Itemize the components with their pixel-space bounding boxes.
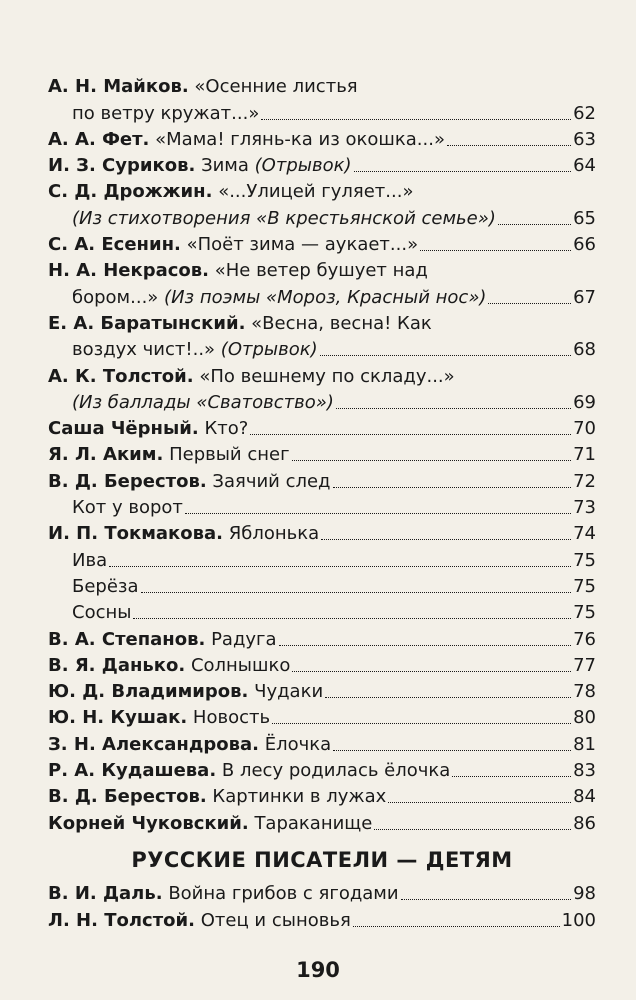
dot-leader	[250, 434, 571, 435]
toc-page-number: 100	[561, 909, 596, 931]
toc-line	[48, 879, 596, 905]
toc-title: Берёза	[72, 575, 139, 597]
toc-page-number: 67	[573, 286, 596, 308]
toc-line	[48, 98, 596, 124]
toc-author: И. П. Токмакова.	[48, 523, 224, 545]
dot-leader	[272, 723, 571, 724]
toc-line	[48, 677, 596, 703]
dot-leader	[333, 750, 571, 751]
dot-leader	[185, 513, 571, 514]
dot-leader	[261, 119, 571, 120]
toc-line	[48, 256, 596, 282]
dot-leader	[447, 145, 571, 146]
toc-author: Ю. Н. Кушак.	[48, 707, 188, 729]
toc-title: бором...»	[72, 286, 159, 308]
dot-leader	[374, 829, 571, 830]
toc-author: Корней Чуковский.	[48, 812, 249, 834]
dot-leader	[133, 618, 571, 619]
toc-page-number: 98	[573, 883, 596, 905]
dot-leader	[333, 487, 572, 488]
toc-author: А. А. Фет.	[48, 128, 150, 150]
toc-page-number: 71	[573, 444, 596, 466]
toc-note: (Из баллады «Сватовство»)	[72, 391, 334, 413]
toc-title: «Весна, весна! Как	[251, 312, 432, 334]
toc-page-number: 84	[573, 786, 596, 808]
dot-leader	[325, 697, 571, 698]
dot-leader	[141, 592, 572, 593]
toc-page-number: 68	[573, 339, 596, 361]
toc-page-number: 78	[573, 681, 596, 703]
dot-leader	[321, 539, 571, 540]
toc-page-number: 63	[573, 128, 596, 150]
toc-page-number: 75	[573, 549, 596, 571]
dot-leader	[292, 671, 571, 672]
toc-author: Л. Н. Толстой.	[48, 909, 195, 931]
toc-line	[48, 703, 596, 729]
toc-author: В. Д. Берестов.	[48, 470, 207, 492]
toc-line	[48, 466, 596, 492]
toc-title: «Не ветер бушует над	[214, 260, 428, 282]
toc-author: Е. А. Баратынский.	[48, 312, 246, 334]
toc-line	[48, 414, 596, 440]
toc-line	[48, 782, 596, 808]
dot-leader	[320, 355, 571, 356]
dot-leader	[401, 899, 572, 900]
toc-line	[48, 230, 596, 256]
toc-author: З. Н. Александрова.	[48, 733, 260, 755]
toc-line	[48, 72, 596, 98]
toc-line	[48, 651, 596, 677]
toc-page-number: 70	[573, 418, 596, 440]
toc-page-number: 81	[573, 733, 596, 755]
toc-line	[48, 572, 596, 598]
dot-leader	[279, 645, 572, 646]
toc-title: Зима	[201, 155, 249, 177]
toc-title: Солнышко	[190, 654, 291, 676]
toc-author: В. А. Степанов.	[48, 628, 206, 650]
dot-leader	[452, 776, 571, 777]
toc-title: В лесу родилась ёлочка	[221, 760, 451, 782]
toc-title: Ёлочка	[264, 733, 332, 755]
toc-title: «Поёт зима — аукает...»	[186, 234, 419, 256]
toc-line	[48, 624, 596, 650]
toc-author: И. З. Суриков.	[48, 155, 196, 177]
toc-title: Тараканище	[254, 812, 373, 834]
toc-title: Чудаки	[254, 681, 324, 703]
toc-author: А. Н. Майков.	[48, 76, 189, 98]
toc-title: Война грибов с ягодами	[168, 883, 399, 905]
toc-line	[48, 388, 596, 414]
toc-note: (Из поэмы «Мороз, Красный нос»)	[164, 286, 487, 308]
toc-author: Я. Л. Аким.	[48, 444, 164, 466]
toc-title: «По вешнему по складу...»	[199, 365, 455, 387]
toc-page-number: 83	[573, 760, 596, 782]
toc-title: «Осенние листья	[194, 76, 358, 98]
toc-author: С. Д. Дрожжин.	[48, 181, 213, 203]
toc-title: Радуга	[211, 628, 277, 650]
toc-title: по ветру кружат...»	[72, 102, 260, 124]
toc-line	[48, 203, 596, 229]
toc-title: Новость	[192, 707, 271, 729]
toc-page-number: 80	[573, 707, 596, 729]
toc-author: А. К. Толстой.	[48, 365, 194, 387]
toc-line	[48, 177, 596, 203]
toc-title: Отец и сыновья	[200, 909, 351, 931]
dot-leader	[109, 566, 571, 567]
toc-line	[48, 493, 596, 519]
section-heading: РУССКИЕ ПИСАТЕЛИ — ДЕТЯМ	[131, 848, 513, 872]
toc-line	[48, 361, 596, 387]
toc-line	[48, 545, 596, 571]
dot-leader	[353, 926, 560, 927]
toc-title: Сосны	[72, 602, 132, 624]
toc-line	[48, 309, 596, 335]
toc-title: «Мама! глянь-ка из окошка...»	[155, 128, 445, 150]
toc-title: Кто?	[204, 418, 249, 440]
toc-line	[48, 756, 596, 782]
toc-author: В. И. Даль.	[48, 883, 163, 905]
toc-note: (Отрывок)	[254, 155, 352, 177]
toc-title: воздух чист!..»	[72, 339, 216, 361]
toc-line	[48, 125, 596, 151]
toc-line	[48, 519, 596, 545]
toc-author: В. Я. Данько.	[48, 654, 186, 676]
toc-title: Яблонька	[228, 523, 320, 545]
toc-note: (Отрывок)	[220, 339, 318, 361]
toc-title: Ива	[72, 549, 108, 571]
toc-title: Заячий след	[212, 470, 331, 492]
toc-page-number: 64	[573, 155, 596, 177]
toc-author: Ю. Д. Владимиров.	[48, 681, 249, 703]
table-of-contents	[48, 72, 596, 835]
toc-author: Н. А. Некрасов.	[48, 260, 209, 282]
toc-line	[48, 335, 596, 361]
dot-leader	[488, 303, 571, 304]
toc-page-number: 65	[573, 207, 596, 229]
dot-leader	[388, 802, 571, 803]
toc-page-number: 75	[573, 602, 596, 624]
toc-line	[48, 729, 596, 755]
toc-page-number: 75	[573, 575, 596, 597]
toc-author: В. Д. Берестов.	[48, 786, 207, 808]
toc-page-number: 76	[573, 628, 596, 650]
toc-page-number: 69	[573, 391, 596, 413]
toc-page-number: 62	[573, 102, 596, 124]
toc-note: (Из стихотворения «В крестьянской семье»)	[72, 207, 496, 229]
dot-leader	[354, 171, 572, 172]
toc-author: Р. А. Кудашева.	[48, 760, 217, 782]
page-number: 190	[296, 958, 340, 982]
toc-page-number: 72	[573, 470, 596, 492]
toc-title: Картинки в лужах	[212, 786, 387, 808]
dot-leader	[420, 250, 571, 251]
toc-page-number: 66	[573, 234, 596, 256]
toc-page-number: 77	[573, 654, 596, 676]
toc-line	[48, 151, 596, 177]
toc-page-number: 86	[573, 812, 596, 834]
toc-page-number: 73	[573, 497, 596, 519]
toc-page-number: 74	[573, 523, 596, 545]
toc-line	[48, 598, 596, 624]
dot-leader	[336, 408, 571, 409]
toc-author: С. А. Есенин.	[48, 234, 181, 256]
dot-leader	[292, 460, 572, 461]
toc-line	[48, 440, 596, 466]
table-of-contents-section	[48, 879, 596, 932]
toc-title: «...Улицей гуляет...»	[218, 181, 414, 203]
toc-line	[48, 808, 596, 834]
toc-title: Первый снег	[169, 444, 290, 466]
toc-title: Кот у ворот	[72, 497, 183, 519]
toc-author: Саша Чёрный.	[48, 418, 199, 440]
toc-line	[48, 905, 596, 931]
toc-line	[48, 282, 596, 308]
dot-leader	[498, 224, 571, 225]
